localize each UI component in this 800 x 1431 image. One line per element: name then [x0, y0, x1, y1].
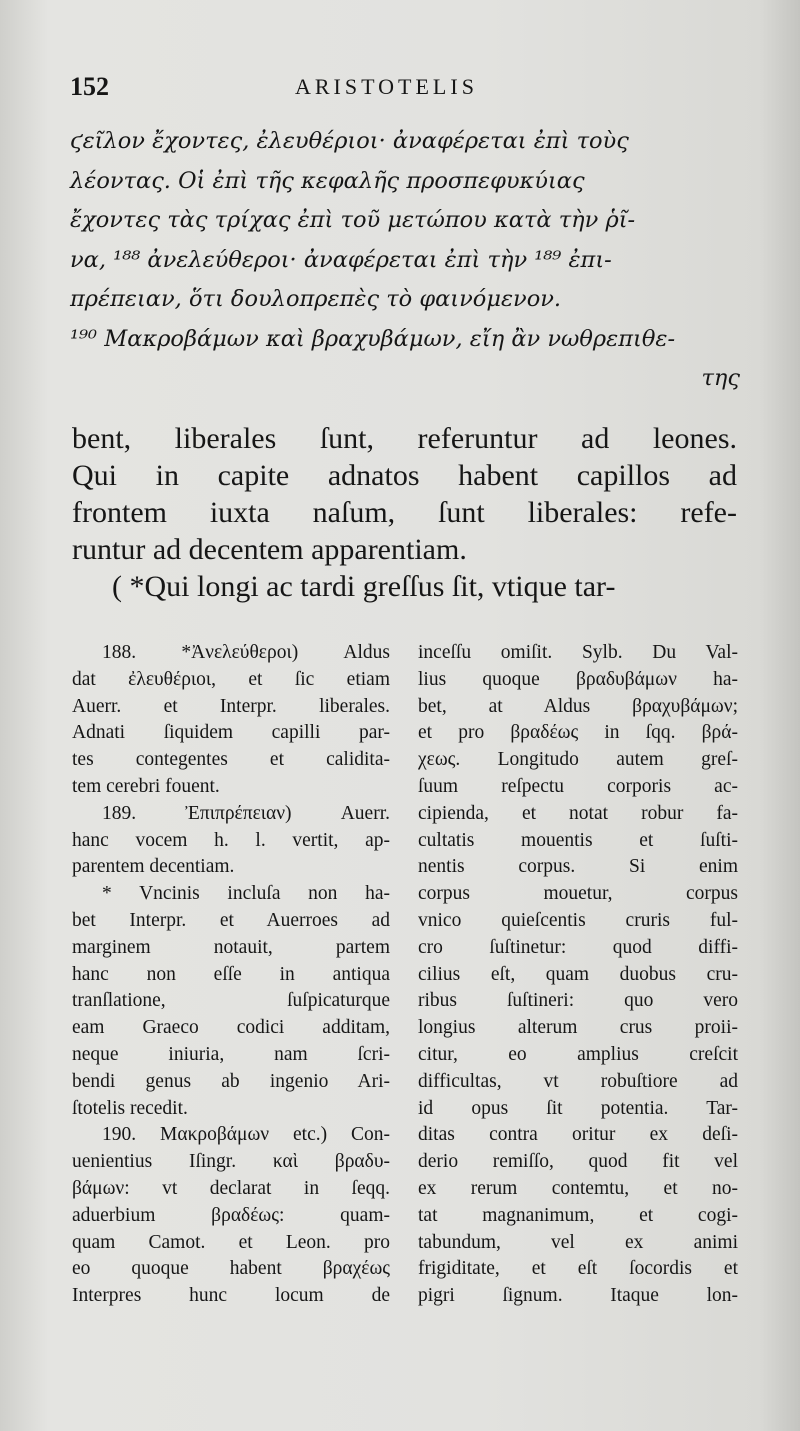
note-line: ſuum reſpectu corporis ac-: [418, 775, 738, 797]
note-line: id opus ſit potentia. Tar-: [418, 1097, 738, 1119]
note-line: nentis corpus. Si enim: [418, 856, 738, 878]
note-line: difficultas, vt robuſtiore ad: [418, 1070, 738, 1092]
note-line: ſtotelis recedit.: [72, 1097, 188, 1119]
greek-text: [70, 122, 740, 399]
note-line: ex rerum contemtu, et no-: [418, 1177, 738, 1199]
note-line: vnico quieſcentis cruris ful-: [418, 909, 738, 931]
note-line: ribus ſuſtineri: quo vero: [418, 990, 738, 1012]
notes-right-column: [418, 640, 738, 1310]
latin-line: runtur ad decentem apparentiam.: [72, 533, 467, 566]
greek-line: πρέπειαν, ὅτι δουλοπρεπὲς τὸ φαινόμενον.: [70, 286, 562, 312]
note-line: Adnati ſiquidem capilli par-: [72, 722, 390, 744]
note-line: eam Graeco codici additam,: [72, 1017, 390, 1039]
note-line: tabundum, vel ex animi: [418, 1231, 738, 1253]
latin-line: bent, liberales ſunt, referuntur ad leones.: [72, 422, 737, 455]
note-line: dat ἐλευθέριοι, et ſic etiam: [72, 668, 390, 690]
catchword: της: [701, 365, 740, 391]
note-line: aduerbium βραδέως: quam-: [72, 1204, 390, 1226]
note-line: citur, eo amplius creſcit: [418, 1043, 738, 1065]
note-line: et pro βραδέως in ſqq. βρά-: [418, 722, 738, 744]
note-line: hanc non eſſe in antiqua: [72, 963, 390, 985]
page-header: [70, 72, 730, 106]
note-line: cipienda, et notat robur fa-: [418, 802, 738, 824]
note-line: Auerr. et Interpr. liberales.: [72, 695, 390, 717]
note-line: 190. Μακροβάμων etc.) Con-: [102, 1124, 390, 1146]
note-line: cro ſuſtinetur: quod diffi-: [418, 936, 738, 958]
notes-left-column: [72, 640, 390, 1310]
note-line: derio remiſſo, quod fit vel: [418, 1151, 738, 1173]
note-line: pigri ſignum. Itaque lon-: [418, 1285, 738, 1307]
page-number: 152: [70, 72, 109, 101]
latin-translation: [72, 420, 737, 605]
note-line: lius quoque βραδυβάμων ha-: [418, 668, 738, 690]
note-line: * Vncinis incluſa non ha-: [102, 883, 390, 905]
note-line: quam Camot. et Leon. pro: [72, 1231, 390, 1253]
latin-line: Qui in capite adnatos habent capillos ad: [72, 459, 737, 492]
greek-line: ϛεῖλον ἔχοντες, ἐλευθέριοι· ἀναφέρεται ἐπὶ τοὺς: [70, 128, 629, 154]
greek-line: λέοντας. Οἱ ἐπὶ τῆς κεφαλῆς προσπεφυκύιας: [70, 167, 585, 194]
running-title: ARISTOTELIS: [295, 74, 478, 99]
latin-line: frontem iuxta naſum, ſunt liberales: refe-: [72, 496, 737, 529]
note-line: cilius eſt, quam duobus cru-: [418, 963, 738, 985]
note-line: inceſſu omiſit. Sylb. Du Val-: [418, 642, 738, 663]
greek-line: ¹⁹⁰ Μακροβάμων καὶ βραχυβάμων, εἴη ἂν νωθρεπιθε-: [70, 325, 676, 352]
note-line: tes contegentes et calidita-: [72, 749, 390, 771]
latin-line: ( *Qui longi ac tardi greſſus ſit, vtique tar-: [112, 570, 616, 603]
note-line: Interpres hunc locum de: [72, 1285, 390, 1307]
note-line: tem cerebri fouent.: [72, 775, 220, 797]
note-line: uenientius Iſingr. καὶ βραδυ-: [72, 1151, 390, 1173]
note-line: βάμων: vt declarat in ſeqq.: [72, 1177, 390, 1199]
note-line: tat magnanimum, et cogi-: [418, 1204, 738, 1226]
note-line: parentem decentiam.: [72, 856, 235, 878]
note-line: corpus mouetur, corpus: [418, 883, 738, 905]
note-line: hanc vocem h. l. vertit, ap-: [72, 829, 390, 851]
greek-line: να, ¹⁸⁸ ἀνελεύθεροι· ἀναφέρεται ἐπὶ τὴν ¹⁸⁹ ἐπι-: [70, 246, 612, 273]
greek-line: ἔχοντες τὰς τρίχας ἐπὶ τοῦ μετώπου κατὰ τὴν ῥῖ-: [70, 207, 636, 233]
note-line: χεως. Longitudo autem greſ-: [418, 749, 738, 771]
note-line: marginem notauit, partem: [72, 936, 390, 958]
note-line: 189. Ἐπιπρέπειαν) Auerr.: [102, 802, 390, 824]
note-line: 188. *Ἀνελεύθεροι) Aldus: [102, 642, 390, 663]
note-line: tranſlatione, ſuſpicaturque: [72, 990, 390, 1012]
note-line: bet, at Aldus βραχυβάμων;: [418, 695, 738, 717]
note-line: cultatis mouentis et ſuſti-: [418, 829, 738, 851]
note-line: neque iniuria, nam ſcri-: [72, 1043, 390, 1065]
note-line: bet Interpr. et Auerroes ad: [72, 909, 390, 931]
note-line: longius alterum crus proii-: [418, 1017, 738, 1039]
note-line: eo quoque habent βραχέως: [72, 1258, 390, 1280]
note-line: ditas contra oritur ex deſi-: [418, 1124, 738, 1146]
note-line: frigiditate, et eſt ſocordis et: [418, 1258, 738, 1280]
note-line: bendi genus ab ingenio Ari-: [72, 1070, 390, 1092]
